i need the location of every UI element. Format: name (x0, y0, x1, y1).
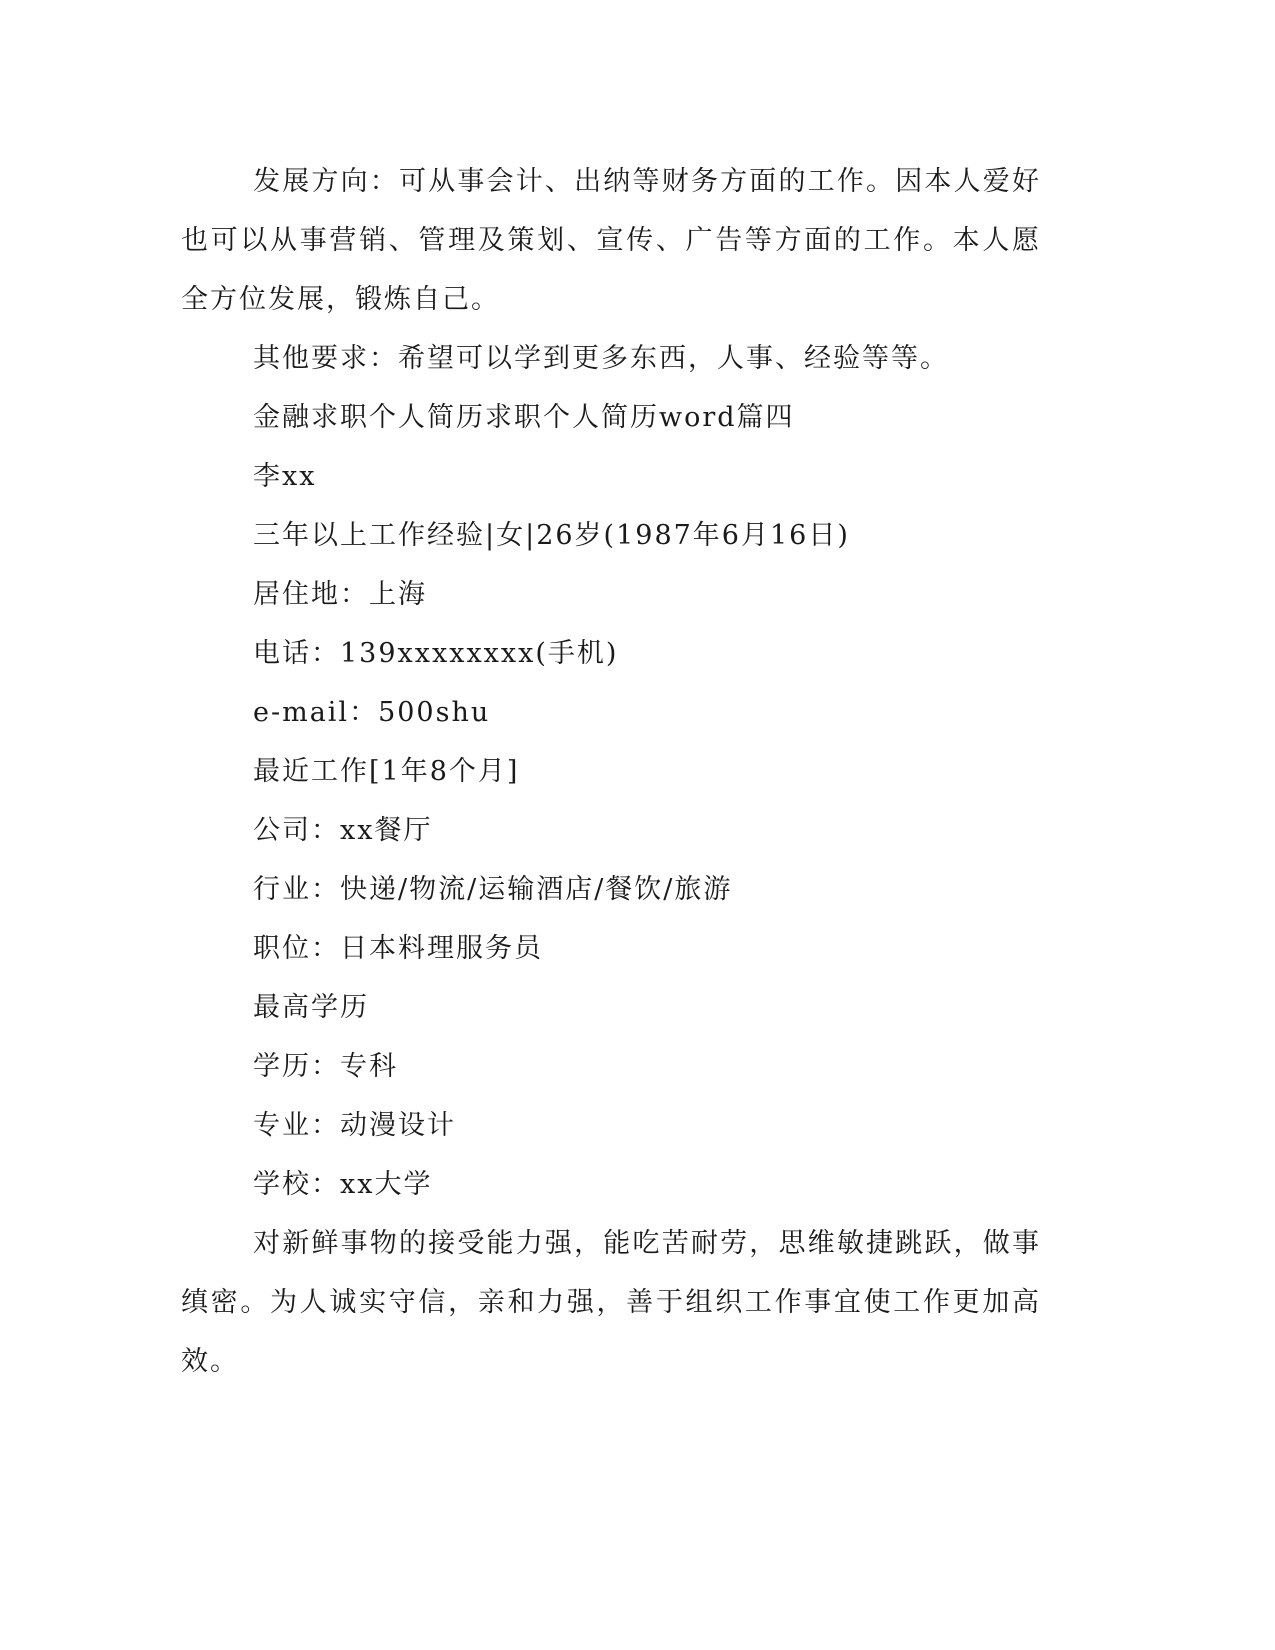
highest-education-heading: 最高学历 (253, 992, 369, 1023)
self-evaluation-paragraph: 对新鲜事物的接受能力强，能吃苦耐劳，思维敏捷跳跃，做事缜密。为人诚实守信，亲和力强，善于组织工作事宜使工作更加高效。 (181, 1228, 1041, 1377)
company-line: 公司：xx餐厅 (253, 815, 433, 846)
recent-work-line: 最近工作[1年8个月] (253, 756, 520, 787)
residence-line: 居住地：上海 (253, 579, 427, 610)
position-line: 职位：日本料理服务员 (253, 933, 543, 964)
major-line: 专业：动漫设计 (253, 1110, 456, 1141)
other-requirements-line: 其他要求：希望可以学到更多东西，人事、经验等等。 (253, 343, 949, 374)
document-body (181, 152, 1041, 1391)
phone-line: 电话：139xxxxxxxx(手机) (253, 638, 619, 669)
experience-summary: 三年以上工作经验|女|26岁(1987年6月16日) (253, 520, 850, 551)
development-direction-paragraph: 发展方向：可从事会计、出纳等财务方面的工作。因本人爱好也可以从事营销、管理及策划、宣传、广告等方面的工作。本人愿全方位发展，锻炼自己。 (181, 166, 1041, 315)
candidate-name: 李xx (253, 461, 317, 492)
school-line: 学校：xx大学 (253, 1169, 433, 1200)
education-level-line: 学历：专科 (253, 1051, 398, 1082)
industry-line: 行业：快递/物流/运输酒店/餐饮/旅游 (253, 874, 733, 905)
section-heading: 金融求职个人简历求职个人简历word篇四 (253, 402, 795, 433)
email-line: e-mail：500shu (253, 697, 491, 728)
